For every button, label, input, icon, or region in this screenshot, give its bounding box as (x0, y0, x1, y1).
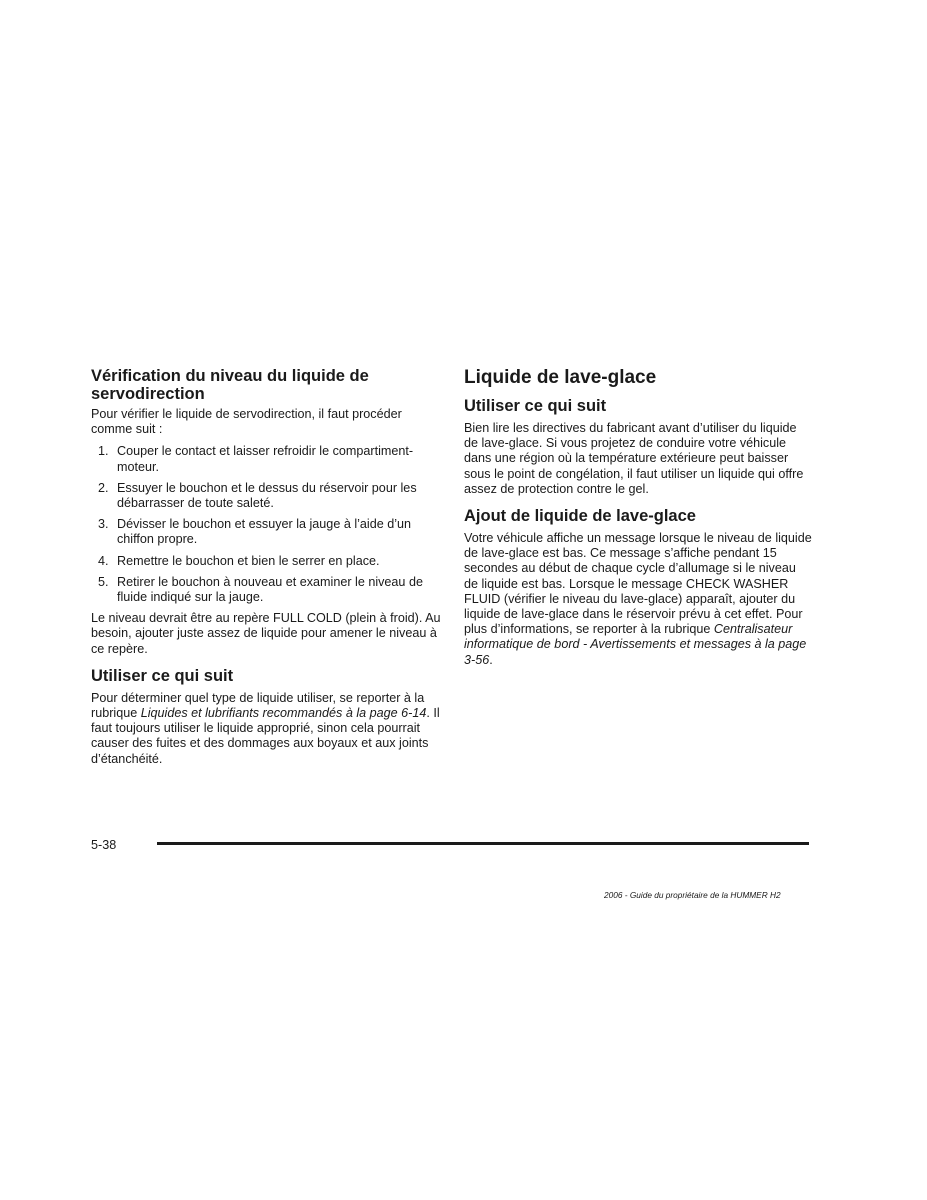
step-text: Dévisser le bouchon et essuyer la jauge à l’aide d’un chiffon propre. (117, 517, 412, 547)
use-text-post: . Il faut toujours utiliser le liquide approprié, sinon cela pourrait causer des fuites et des dommages aux boyaux et aux joints d’étanchéité. (91, 706, 440, 766)
washer-use-text: Bien lire les directives du fabricant avant d’utiliser du liquide de lave-glace. Si vous projetez de conduire votre véhicule dans une région où la température extérieure peut baisser sous le point de congélation, il faut utiliser un liquide qui offre assez de protection contre le gel. (464, 421, 804, 496)
list-item (91, 554, 443, 569)
use-following-heading: Utiliser ce qui suit (91, 666, 234, 685)
step-number: 5. (98, 574, 109, 589)
step-text: Essuyer le bouchon et le dessus du réservoir pour les débarrasser de toute saleté. (117, 480, 417, 511)
list-item (91, 517, 443, 547)
dic-reference-link[interactable]: Centralisateur informatique de bord - Avertissements et messages à la page 3-56 (464, 622, 807, 667)
step-number: 2. (98, 480, 109, 495)
washer-fluid-title: Liquide de lave-glace (464, 367, 657, 388)
add-washer-fluid-heading: Ajout de liquide de lave-glace (464, 507, 696, 526)
add-washer-fluid-text (464, 531, 812, 668)
level-note: Le niveau devrait être au repère FULL COLD (plein à froid). Au besoin, ajouter juste assez de liquide pour amener le niveau à ce repère. (91, 611, 441, 656)
footer-text: 2006 - Guide du propriétaire de la HUMMER H2 (604, 890, 781, 900)
right-column (464, 367, 812, 668)
step-number: 1. (98, 444, 109, 459)
power-steering-heading: Vérification du niveau du liquide de servodirection (91, 367, 369, 403)
step-number: 3. (98, 517, 109, 532)
page-number: 5-38 (91, 838, 117, 852)
use-following-text (91, 691, 443, 767)
add-text-pre: Votre véhicule affiche un message lorsque le niveau de liquide de lave-glace est bas. Ce message s’affiche pendant 15 secondes au début de chaque cycle d’allumage si le niveau de liquide est bas. Lorsque le message CHECK WASHER FLUID (vérifier le niveau du lave-glace) apparaît, ajouter du liquide de lave-glace dans le réservoir prévu à cet effet. Pour plus d’informations, se reporter à la rubrique (464, 531, 812, 637)
step-text: Retirer le bouchon à nouveau et examiner le niveau de fluide indiqué sur la jauge. (117, 574, 423, 605)
step-text: Remettre le bouchon et bien le serrer en place. (117, 553, 380, 568)
power-steering-intro: Pour vérifier le liquide de servodirection, il faut procéder comme suit : (91, 407, 402, 437)
fluids-reference-link[interactable]: Liquides et lubrifiants recommandés à la page 6-14 (140, 706, 427, 721)
power-steering-steps (91, 444, 443, 605)
list-item (91, 575, 443, 605)
washer-use-heading: Utiliser ce qui suit (464, 397, 607, 415)
step-text: Couper le contact et laisser refroidir le compartiment-moteur. (117, 444, 414, 474)
left-column (91, 367, 443, 767)
use-text-pre: Pour déterminer quel type de liquide utiliser, se reporter à la rubrique (91, 690, 425, 721)
step-number: 4. (98, 553, 109, 568)
add-text-post: . (489, 652, 493, 667)
list-item (91, 481, 443, 511)
footer-rule (157, 842, 809, 845)
list-item (91, 444, 443, 474)
